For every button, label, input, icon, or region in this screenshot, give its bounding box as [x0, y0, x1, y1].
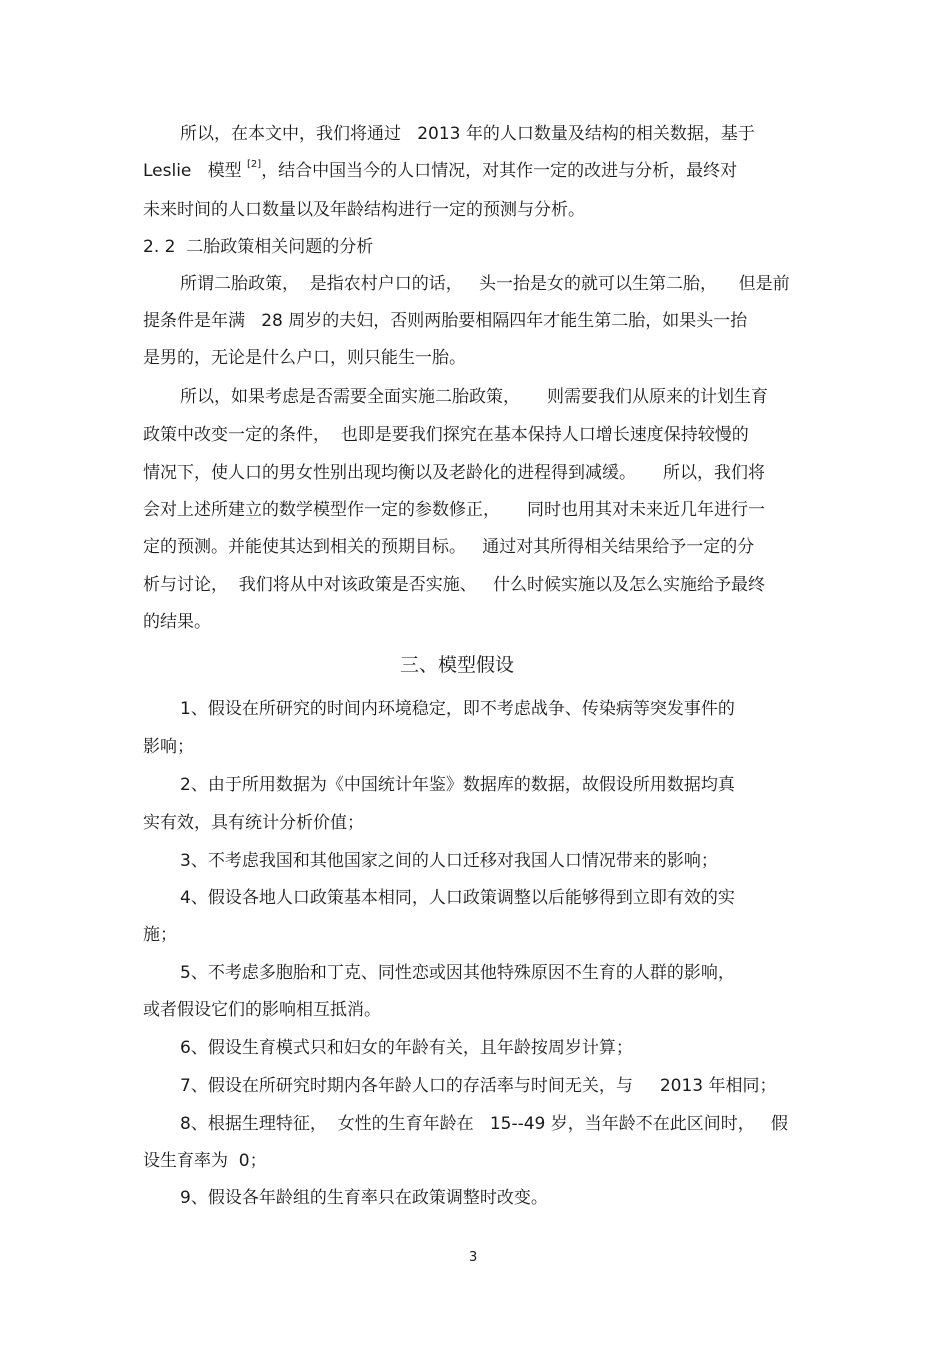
assumption-5-line2: 或者假设它们的影响相互抵消。: [143, 1000, 381, 1020]
para2-line3: 是男的，无论是什么户口，则只能生一胎。: [143, 348, 466, 368]
assumption-3-line1: 3、不考虑我国和其他国家之间的人口迁移对我国人口情况带来的影响；: [180, 851, 718, 871]
para1-line2-a: Leslie 模型: [143, 161, 248, 181]
para3-line7: 的结果。: [143, 612, 211, 632]
assumption-4-line2: 施；: [143, 925, 177, 945]
citation-ref[interactable]: [2]: [247, 159, 262, 170]
para2-line1: 所谓二胎政策， 是指农村户口的话， 头一抬是女的就可以生第二胎， 但是前: [180, 274, 790, 294]
assumption-8-line1: 8、根据生理特征， 女性的生育年龄在 15--49 岁，当年龄不在此区间时， 假: [180, 1114, 788, 1134]
section-title: 三、模型假设: [400, 654, 515, 676]
assumption-1-line2: 影响；: [143, 737, 194, 757]
para3-line6: 析与讨论， 我们将从中对该政策是否实施、 什么时候实施以及怎么实施给予最终: [143, 575, 766, 595]
para1-line2-b: ，结合中国当今的人口情况，对其作一定的改进与分析，最终对: [261, 161, 738, 181]
assumption-4-line1: 4、假设各地人口政策基本相同，人口政策调整以后能够得到立即有效的实: [180, 888, 735, 908]
assumption-8-line2: 设生育率为 0；: [143, 1151, 267, 1171]
para1-line3: 未来时间的人口数量以及年龄结构进行一定的预测与分析。: [143, 200, 585, 220]
assumption-6-line1: 6、假设生育模式只和妇女的年龄有关，且年龄按周岁计算；: [180, 1038, 633, 1058]
page-number: 3: [469, 1250, 478, 1265]
para2-line2: 提条件是年满 28 周岁的夫妇，否则两胎要相隔四年才能生第二胎，如果头一抬: [143, 311, 748, 331]
para1-line1: 所以，在本文中，我们将通过 2013 年的人口数量及结构的相关数据，基于: [180, 124, 755, 144]
assumption-7-line1: 7、假设在所研究时期内各年龄人口的存活率与时间无关，与 2013 年相同；: [180, 1076, 777, 1096]
para1-line2: [143, 160, 737, 182]
assumption-2-line2: 实有效，具有统计分析价值；: [143, 813, 364, 833]
subsection-heading: 2. 2 二胎政策相关问题的分析: [143, 237, 374, 257]
para3-line4: 会对上述所建立的数学模型作一定的参数修正， 同时也用其对未来近几年进行一: [143, 500, 766, 520]
para3-line3: 情况下，使人口的男女性别出现均衡以及老龄化的进程得到减缓。 所以，我们将: [143, 463, 766, 483]
para3-line2: 政策中改变一定的条件， 也即是要我们探究在基本保持人口增长速度保持较慢的: [143, 425, 749, 445]
assumption-2-line1: 2、由于所用数据为《中国统计年鉴》数据库的数据，故假设所用数据均真: [180, 775, 735, 795]
assumption-1-line1: 1、假设在所研究的时间内环境稳定，即不考虑战争、传染病等突发事件的: [180, 699, 735, 719]
assumption-5-line1: 5、不考虑多胞胎和丁克、同性恋或因其他特殊原因不生育的人群的影响，: [180, 963, 735, 983]
para3-line1: 所以，如果考虑是否需要全面实施二胎政策， 则需要我们从原来的计划生育: [180, 387, 769, 407]
para3-line5: 定的预测。并能使其达到相关的预期目标。 通过对其所得相关结果给予一定的分: [143, 537, 755, 557]
assumption-9-line1: 9、假设各年龄组的生育率只在政策调整时改变。: [180, 1188, 548, 1208]
